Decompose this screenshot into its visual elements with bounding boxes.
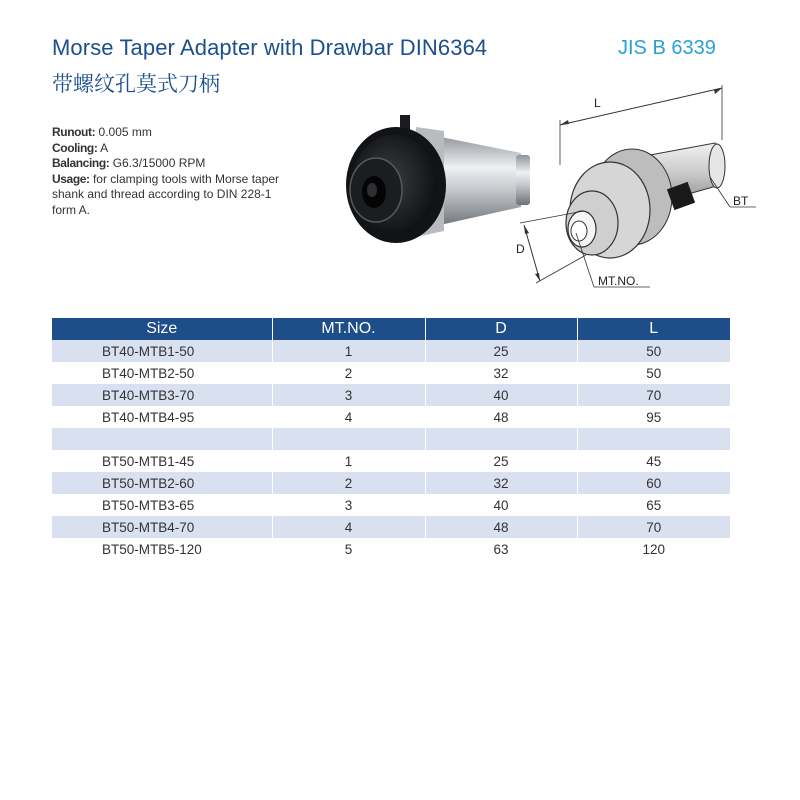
usage-label: Usage: <box>52 171 90 186</box>
cell-d: 48 <box>425 406 577 428</box>
table-row <box>52 384 730 406</box>
cell-size: BT50-MTB1-45 <box>52 450 272 472</box>
table-header-row <box>52 318 730 340</box>
cell-size: BT40-MTB1-50 <box>52 340 272 362</box>
col-header-size: Size <box>52 318 272 340</box>
table-row <box>52 362 730 384</box>
cell-l: 50 <box>577 340 730 362</box>
cell-l: 120 <box>577 538 730 560</box>
usage-value: for clamping tools with Morse taper shank and thread according to DIN 228-1 form A. <box>52 171 280 217</box>
cell-size: BT40-MTB2-50 <box>52 362 272 384</box>
page-title: Morse Taper Adapter with Drawbar DIN6364 <box>52 35 488 60</box>
cooling-value: A <box>100 140 109 155</box>
table-spacer-row <box>52 428 730 450</box>
cell-l: 60 <box>577 472 730 494</box>
cell-mt-no: 3 <box>272 494 425 516</box>
cell-d: 40 <box>425 384 577 406</box>
technical-drawing <box>510 85 780 295</box>
cell-mt-no: 4 <box>272 406 425 428</box>
spec-table <box>52 318 730 560</box>
cell-size: BT40-MTB3-70 <box>52 384 272 406</box>
spec-cooling <box>52 141 292 157</box>
balancing-label: Balancing: <box>52 156 110 170</box>
balancing-value: G6.3/15000 RPM <box>112 156 206 170</box>
cell-l: 95 <box>577 406 730 428</box>
table-row <box>52 340 730 362</box>
table-row <box>52 494 730 516</box>
cell-mt-no: 3 <box>272 384 425 406</box>
cell-d: 25 <box>425 340 577 362</box>
cell-d: 32 <box>425 362 577 384</box>
cell-size: BT50-MTB5-120 <box>52 538 272 560</box>
drawing-label-l: L <box>594 96 601 110</box>
product-photo <box>336 105 536 265</box>
cell-size: BT50-MTB4-70 <box>52 516 272 538</box>
col-header-l: L <box>577 318 730 340</box>
cell-l <box>577 428 730 450</box>
drawing-label-d: D <box>516 242 525 256</box>
cell-size: BT50-MTB3-65 <box>52 494 272 516</box>
cell-l: 45 <box>577 450 730 472</box>
cell-mt-no: 1 <box>272 450 425 472</box>
cell-mt-no: 5 <box>272 538 425 560</box>
table-row <box>52 538 730 560</box>
cell-d: 63 <box>425 538 577 560</box>
cooling-label: Cooling: <box>52 140 98 155</box>
cell-mt-no <box>272 428 425 450</box>
table-row <box>52 472 730 494</box>
cell-l: 50 <box>577 362 730 384</box>
spec-list <box>52 125 292 218</box>
table-row <box>52 516 730 538</box>
runout-value: 0.005 mm <box>98 125 152 139</box>
cell-size: BT50-MTB2-60 <box>52 472 272 494</box>
standard-label: JIS B 6339 <box>618 37 716 59</box>
drawing-label-mt: MT.NO. <box>598 274 639 288</box>
spec-usage <box>52 172 292 219</box>
table-row <box>52 406 730 428</box>
cell-mt-no: 1 <box>272 340 425 362</box>
cell-mt-no: 2 <box>272 472 425 494</box>
runout-label: Runout: <box>52 125 96 139</box>
cell-d <box>425 428 577 450</box>
cell-d: 48 <box>425 516 577 538</box>
cell-d: 25 <box>425 450 577 472</box>
cell-mt-no: 4 <box>272 516 425 538</box>
cell-mt-no: 2 <box>272 362 425 384</box>
cell-d: 40 <box>425 494 577 516</box>
cell-size <box>52 428 272 450</box>
cell-l: 70 <box>577 384 730 406</box>
page-subtitle-chinese: 带螺纹孔莫式刀柄 <box>52 72 220 96</box>
col-header-mt-no: MT.NO. <box>272 318 425 340</box>
col-header-d: D <box>425 318 577 340</box>
drawing-label-bt: BT <box>733 194 749 208</box>
cell-d: 32 <box>425 472 577 494</box>
cell-size: BT40-MTB4-95 <box>52 406 272 428</box>
spec-runout <box>52 125 292 141</box>
spec-balancing <box>52 156 292 172</box>
cell-l: 70 <box>577 516 730 538</box>
table-row <box>52 450 730 472</box>
cell-l: 65 <box>577 494 730 516</box>
